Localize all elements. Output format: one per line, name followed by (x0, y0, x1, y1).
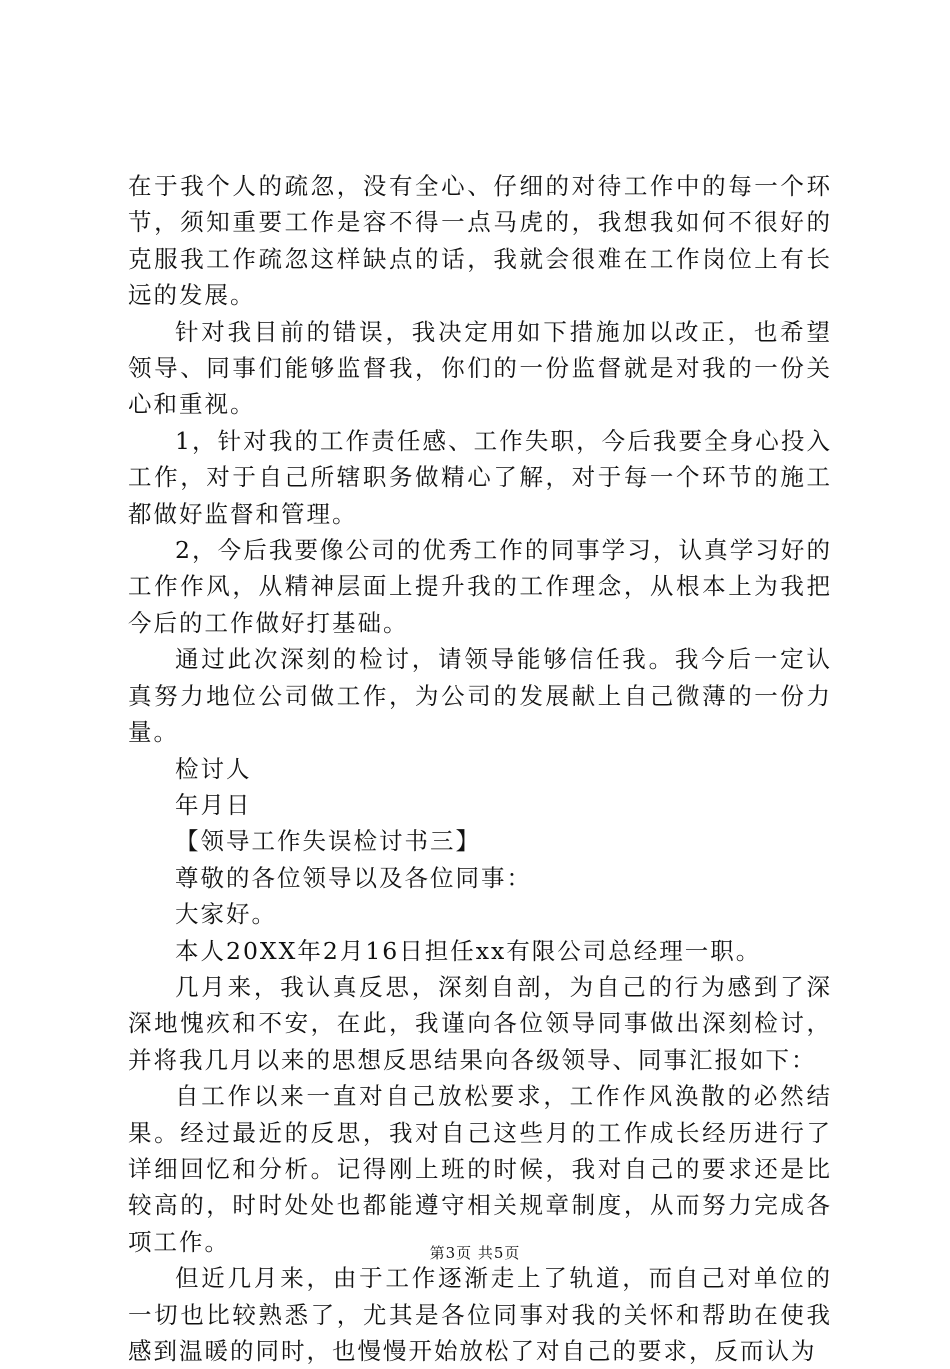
paragraph: 自工作以来一直对自己放松要求，工作作风涣散的必然结果。经过最近的反思，我对自己这些月的工作成长经历进行了详细回忆和分析。记得刚上班的时候，我对自己的要求还是比较高的，时时处处也都能遵守相关规章制度，从而努力完成各项工作。 (128, 1082, 832, 1256)
paragraph: 在于我个人的疏忽，没有全心、仔细的对待工作中的每一个环节，须知重要工作是容不得一点马虎的，我想我如何不很好的克服我工作疏忽这样缺点的话，我就会很难在工作岗位上有长远的发展。 (128, 172, 832, 310)
list-item-1: 1，针对我的工作责任感、工作失职，今后我要全身心投入工作，对于自己所辖职务做精心了解，对于每一个环节的施工都做好监督和管理。 (128, 426, 832, 528)
page-number-footer: 第3页 共5页 (429, 1244, 521, 1262)
list-item-2: 2，今后我要像公司的优秀工作的同事学习，认真学习好的工作作风，从精神层面上提升我的工作理念，从根本上为我把今后的工作做好打基础。 (128, 536, 832, 637)
section-heading: 【领导工作失误检讨书三】 (175, 827, 481, 856)
paragraph: 但近几月来，由于工作逐渐走上了轨道，而自己对单位的一切也比较熟悉了，尤其是各位同事对我的关怀和帮助在使我感到温暖的同时，也慢慢开始放松了对自己的要求，反而认为 (128, 1264, 832, 1365)
paragraph: 针对我目前的错误，我决定用如下措施加以改正，也希望领导、同事们能够监督我，你们的一份监督就是对我的一份关心和重视。 (128, 317, 832, 419)
document-body (128, 168, 832, 1369)
paragraph: 通过此次深刻的检讨，请领导能够信任我。我今后一定认真努力地位公司做工作，为公司的发展献上自己微薄的一份力量。 (128, 645, 832, 747)
paragraph: 几月来，我认真反思，深刻自剖，为自己的行为感到了深深地愧疚和不安，在此，我谨向各位领导同事做出深刻检讨，并将我几月以来的思想反思结果向各级领导、同事汇报如下： (128, 972, 832, 1074)
greeting: 大家好。 (175, 900, 277, 929)
salutation: 尊敬的各位领导以及各位同事： (175, 863, 532, 892)
paragraph: 本人20XX年2月16日担任xx有限公司总经理一职。 (175, 936, 762, 965)
date-label: 年月日 (175, 790, 252, 819)
signature-label: 检讨人 (175, 754, 252, 783)
